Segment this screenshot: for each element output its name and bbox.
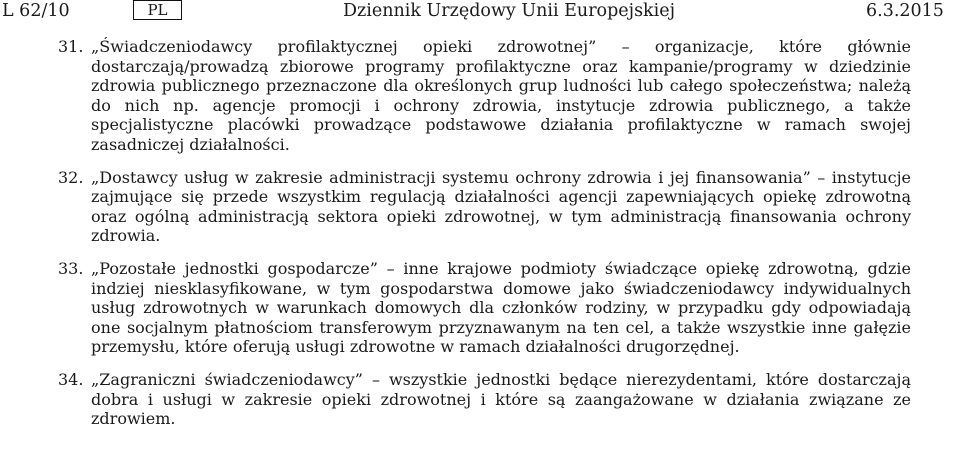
definition-item-33 xyxy=(0,259,960,357)
item-number: 33. xyxy=(58,258,84,278)
item-text: „Zagraniczni świadczeniodawcy” – wszystkie jednostki będące nierezydentami, które dostarczają dobra i usługi w zakresie opieki zdrowotnej i które są zaangażowane w działania związane ze zdrowiem. xyxy=(91,369,911,429)
definition-item-31 xyxy=(0,37,960,155)
definition-item-32 xyxy=(0,168,960,246)
item-number: 31. xyxy=(58,37,84,56)
page-header xyxy=(0,0,960,24)
item-number: 32. xyxy=(58,167,84,187)
item-text: „Dostawcy usług w zakresie administracji systemu ochrony zdrowia i jej finansowania” – instytucje zajmujące się przede wszystkim regulacją działalności agencji zapewniających opiekę zdrowotną oraz ogólną administracją sektora opieki zdrowotnej, w tym administracją finansowania ochrony zdrowia. xyxy=(91,167,911,246)
journal-title: Dziennik Urzędowy Unii Europejskiej xyxy=(343,1,676,21)
definition-list xyxy=(0,37,960,442)
publication-date: 6.3.2015 xyxy=(866,1,944,21)
language-badge: PL xyxy=(133,0,182,20)
item-text: „Pozostałe jednostki gospodarcze” – inne krajowe podmioty świadczące opiekę zdrowotną, gdzie indziej niesklasyfikowane, w tym gospodarstwa domowe jako świadczeniodawcy indywidualnych usług zdrowotnych w warunkach domowych dla członków rodziny, w przypadku gdy odpowiadają one socjalnym płatnościom transferowym przyznawanym na ten cel, a także wszystkie inne gałęzie przemysłu, które oferują usługi zdrowotne w ramach działalności drugorzędnej. xyxy=(91,258,911,357)
item-text: „Świadczeniodawcy profilaktycznej opieki zdrowotnej” – organizacje, które głównie dostarczają/prowadzą zbiorowe programy profilaktyczne oraz kampanie/programy w dziedzinie zdrowia publicznego przeznaczone dla określonych grup ludności lub całego społeczeństwa; należą do nich np. agencje promocji i ochrony zdrowia, instytucje zdrowia publicznego, a także specjalistyczne placówki prowadzące podstawowe działania profilaktyczne w ramach swojej zasadniczej działalności. xyxy=(91,37,911,154)
page-reference: L 62/10 xyxy=(2,1,70,21)
item-number: 34. xyxy=(58,369,84,389)
definition-item-34 xyxy=(0,370,960,429)
